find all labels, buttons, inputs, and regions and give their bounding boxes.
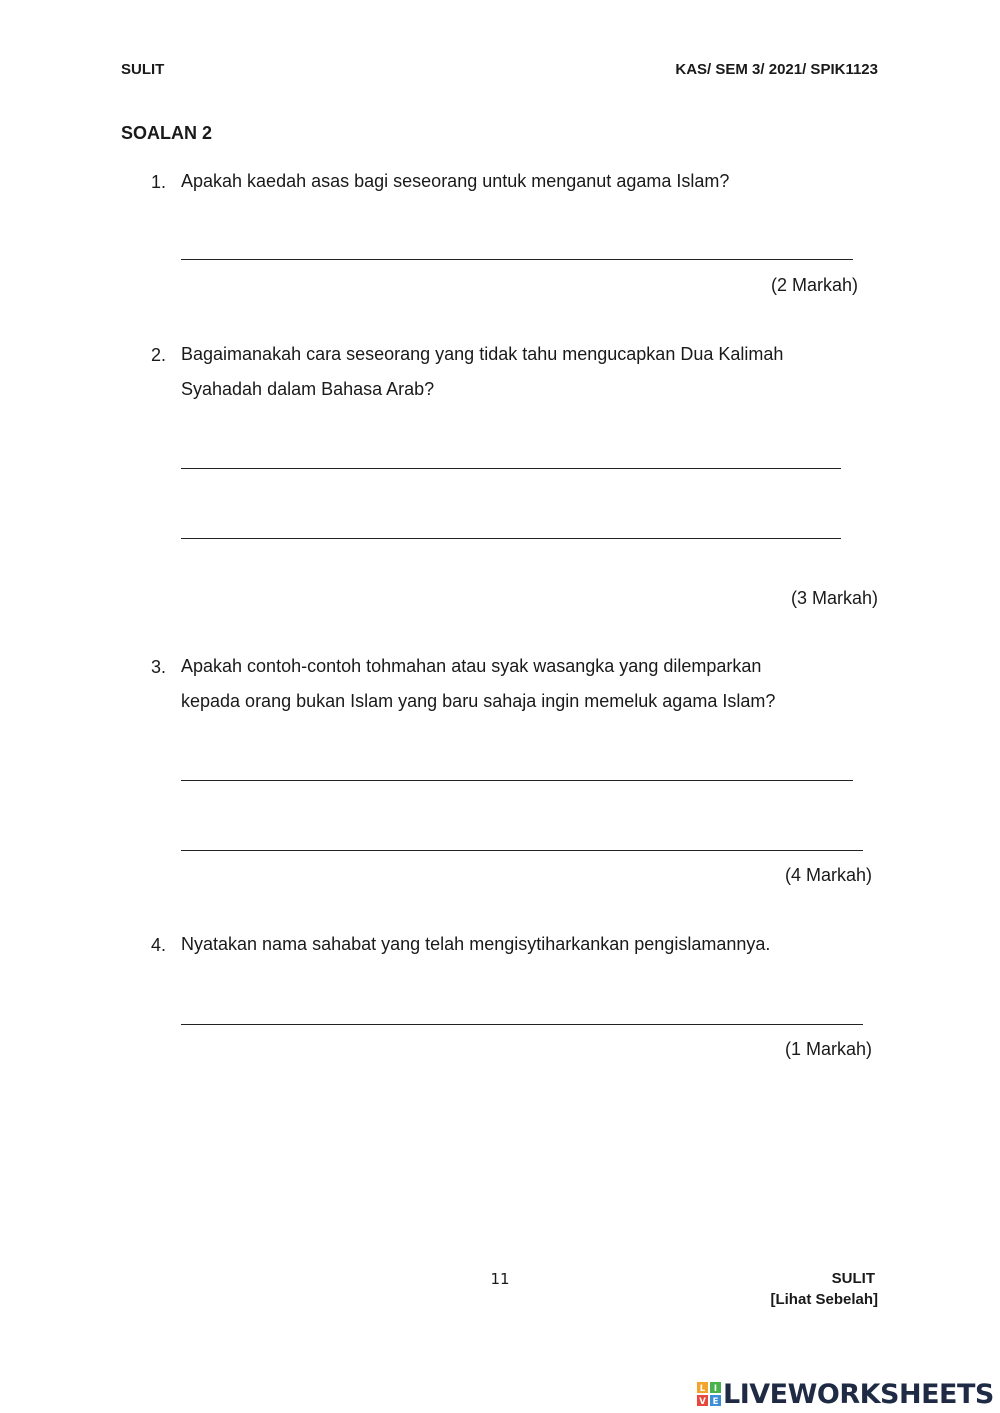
question-2-number: 2. xyxy=(151,345,167,365)
question-2-text-line-2: Syahadah dalam Bahasa Arab? xyxy=(181,379,435,399)
question-4-number: 4. xyxy=(151,935,167,955)
liveworksheets-wordmark: LIVEWORKSHEETS xyxy=(723,1378,994,1410)
question-3-text-line-2: kepada orang bukan Islam yang baru sahaja ingin memeluk agama Islam? xyxy=(181,691,776,711)
question-4-text: Nyatakan nama sahabat yang telah mengisytiharkankan pengislamannya. xyxy=(181,934,771,954)
header-course-code: KAS/ SEM 3/ 2021/ SPIK1123 xyxy=(675,61,878,78)
section-title: SOALAN 2 xyxy=(121,123,213,143)
svg-text:I: I xyxy=(713,1384,718,1394)
answer-line-q4[interactable] xyxy=(181,1024,863,1025)
liveworksheets-logo[interactable] xyxy=(697,1379,994,1409)
answer-line-q2-2[interactable] xyxy=(181,538,841,539)
question-1-text: Apakah kaedah asas bagi seseorang untuk menganut agama Islam? xyxy=(181,171,730,191)
answer-line-q3-2[interactable] xyxy=(181,850,863,851)
question-1-marks: (2 Markah) xyxy=(770,275,858,295)
svg-text:E: E xyxy=(712,1397,719,1406)
header-classification: SULIT xyxy=(121,61,165,78)
svg-text:L: L xyxy=(699,1384,706,1394)
question-4-marks: (1 Markah) xyxy=(784,1039,872,1059)
question-2-marks: (3 Markah) xyxy=(790,588,878,608)
page-number: 11 xyxy=(490,1270,510,1288)
liveworksheets-logo-icon xyxy=(697,1382,721,1406)
question-3-marks: (4 Markah) xyxy=(784,865,872,885)
footer-classification: SULIT xyxy=(831,1270,875,1287)
answer-line-q3-1[interactable] xyxy=(181,780,853,781)
question-3-text-line-1: Apakah contoh-contoh tohmahan atau syak wasangka yang dilemparkan xyxy=(181,656,762,676)
answer-line-q2-1[interactable] xyxy=(181,468,841,469)
svg-text:V: V xyxy=(699,1397,706,1406)
question-2-text xyxy=(181,337,881,407)
question-3-text xyxy=(181,649,881,719)
answer-line-q1[interactable] xyxy=(181,259,853,260)
question-1-number: 1. xyxy=(151,172,167,192)
footer-see-next-page: [Lihat Sebelah] xyxy=(770,1291,878,1308)
question-2-text-line-1: Bagaimanakah cara seseorang yang tidak tahu mengucapkan Dua Kalimah xyxy=(181,344,784,364)
question-3-number: 3. xyxy=(151,657,167,677)
